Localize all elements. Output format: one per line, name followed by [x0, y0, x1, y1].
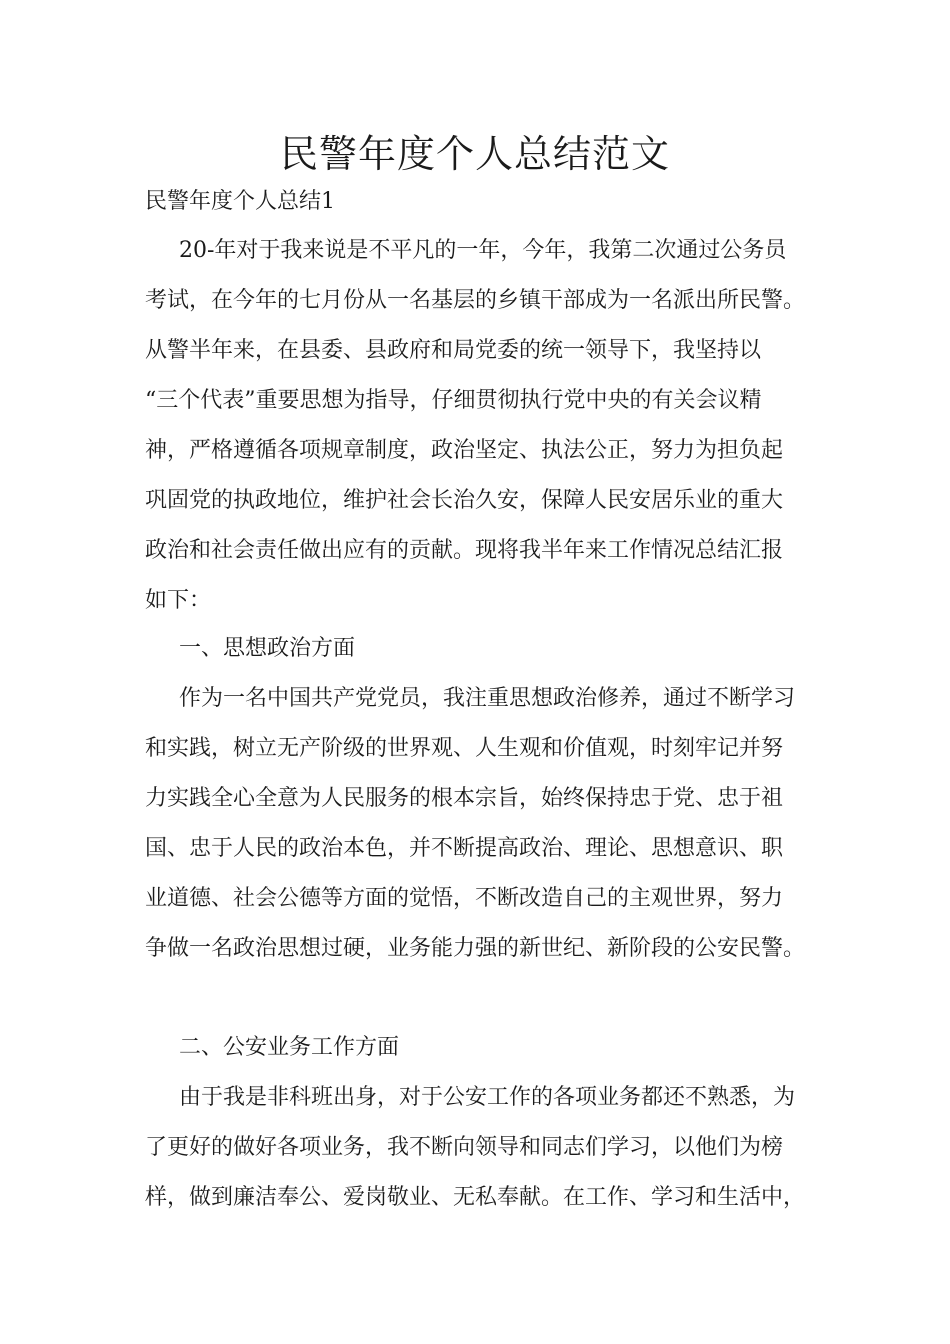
paragraph-line: 国、忠于人民的政治本色，并不断提高政治、理论、思想意识、职 [145, 836, 784, 861]
paragraph-line: 考试，在今年的七月份从一名基层的乡镇干部成为一名派出所民警。 [145, 288, 806, 313]
paragraph-line: 如下： [145, 588, 212, 613]
paragraph-line: 政治和社会责任做出应有的贡献。现将我半年来工作情况总结汇报 [145, 538, 784, 563]
section-heading: 二、公安业务工作方面 [179, 1035, 400, 1060]
paragraph-line: 样，做到廉洁奉公、爱岗敬业、无私奉献。在工作、学习和生活中， [145, 1185, 806, 1210]
paragraph-line: 神，严格遵循各项规章制度，政治坚定、执法公正，努力为担负起 [145, 438, 784, 463]
paragraph-line: 作为一名中国共产党党员，我注重思想政治修养，通过不断学习 [179, 686, 796, 711]
paragraph-line: 和实践，树立无产阶级的世界观、人生观和价值观，时刻牢记并努 [145, 736, 784, 761]
paragraph-line: 由于我是非科班出身，对于公安工作的各项业务都还不熟悉，为 [179, 1085, 796, 1110]
paragraph-line: 从警半年来，在县委、县政府和局党委的统一领导下，我坚持以 [145, 338, 762, 363]
paragraph-line: 20-年对于我来说是不平凡的一年，今年，我第二次通过公务员 [179, 238, 787, 263]
section-subtitle: 民警年度个人总结1 [145, 189, 335, 214]
paragraph-line: 业道德、社会公德等方面的觉悟，不断改造自己的主观世界，努力 [145, 886, 784, 911]
section-heading: 一、思想政治方面 [179, 636, 356, 661]
paragraph-line: 了更好的做好各项业务，我不断向领导和同志们学习，以他们为榜 [145, 1135, 784, 1160]
paragraph-line: “三个代表”重要思想为指导，仔细贯彻执行党中央的有关会议精 [145, 388, 762, 413]
document-title: 民警年度个人总结范文 [279, 132, 670, 176]
paragraph-line: 力实践全心全意为人民服务的根本宗旨，始终保持忠于党、忠于祖 [145, 786, 784, 811]
paragraph-line: 巩固党的执政地位，维护社会长治久安，保障人民安居乐业的重大 [145, 488, 784, 513]
paragraph-line: 争做一名政治思想过硬，业务能力强的新世纪、新阶段的公安民警。 [145, 936, 806, 961]
